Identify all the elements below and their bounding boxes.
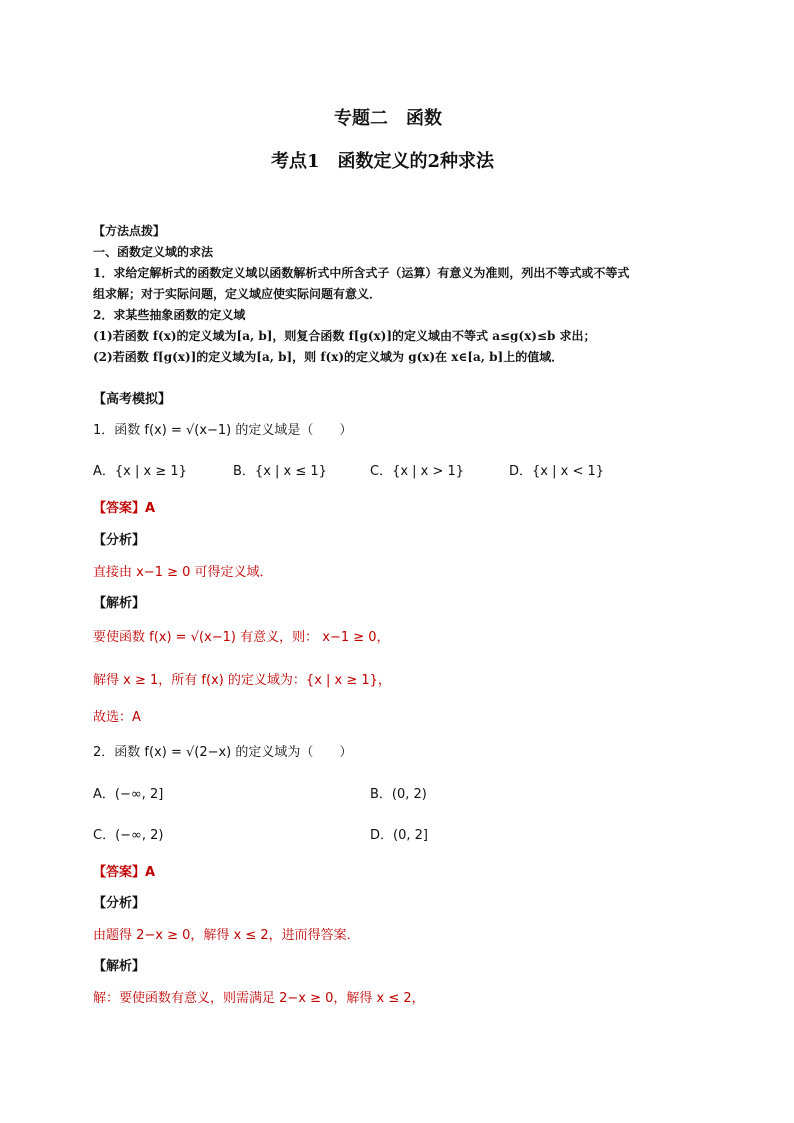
question-1-answer: 【答案】A (93, 501, 156, 516)
exam-heading: 【高考模拟】 (93, 392, 172, 407)
question-2-solution-line-1: 解：要使函数有意义，则需满足 2−x ≥ 0，解得 x ≤ 2， (93, 991, 425, 1006)
method-line-5: (1)若函数 f(x)的定义域为[a, b]，则复合函数 f[g(x)]的定义域由不等式 a≤g(x)≤b 求出； (93, 329, 596, 343)
question-2-option-c: C．(−∞, 2) (93, 828, 164, 843)
question-2-solution-label: 【解析】 (93, 959, 146, 974)
question-1-option-d: D．{x | x < 1} (509, 464, 605, 479)
question-1-solution-label: 【解析】 (93, 596, 146, 611)
question-2-answer: 【答案】A (93, 865, 156, 880)
method-line-2: 1．求给定解析式的函数定义域以函数解析式中所含式子（运算）有意义为准则，列出不等式或不等式 (93, 266, 630, 280)
question-1-solution-line-2: 解得 x ≥ 1，所有 f(x) 的定义域为：{x | x ≥ 1}， (93, 673, 391, 688)
question-2-option-a: A．(−∞, 2] (93, 787, 164, 802)
question-2-option-d: D．(0, 2] (370, 828, 428, 843)
question-2-option-b: B．(0, 2) (370, 787, 427, 802)
method-heading: 【方法点拨】 (93, 224, 166, 238)
question-1-option-b: B．{x | x ≤ 1} (233, 464, 327, 479)
question-1-solution-line-3: 故选：A (93, 710, 141, 725)
question-1-solution-line-1: 要使函数 f(x) = √(x−1) 有意义，则： x−1 ≥ 0， (93, 630, 390, 645)
question-1-stem: 1．函数 f(x) = √(x−1) 的定义域是（ ） (93, 423, 353, 438)
method-line-4: 2．求某些抽象函数的定义域 (93, 308, 246, 322)
page-subtitle: 考点1 函数定义的2种求法 (271, 151, 495, 172)
question-1-option-c: C．{x | x > 1} (370, 464, 465, 479)
question-2-analysis: 由题得 2−x ≥ 0，解得 x ≤ 2，进而得答案． (93, 928, 360, 943)
question-1-analysis-label: 【分析】 (93, 533, 146, 548)
method-line-3: 组求解；对于实际问题，定义域应使实际问题有意义． (93, 287, 382, 301)
question-2-analysis-label: 【分析】 (93, 896, 146, 911)
question-2-stem: 2．函数 f(x) = √(2−x) 的定义域为（ ） (93, 745, 353, 760)
page-title: 专题二 函数 (334, 108, 442, 129)
method-line-6: (2)若函数 f[g(x)]的定义域为[a, b]，则 f(x)的定义域为 g(x)在 x∈[a, b]上的值域． (93, 350, 564, 364)
question-1-option-a: A．{x | x ≥ 1} (93, 464, 187, 479)
question-1-analysis: 直接由 x−1 ≥ 0 可得定义域． (93, 565, 273, 580)
method-line-1: 一、函数定义域的求法 (93, 245, 214, 259)
